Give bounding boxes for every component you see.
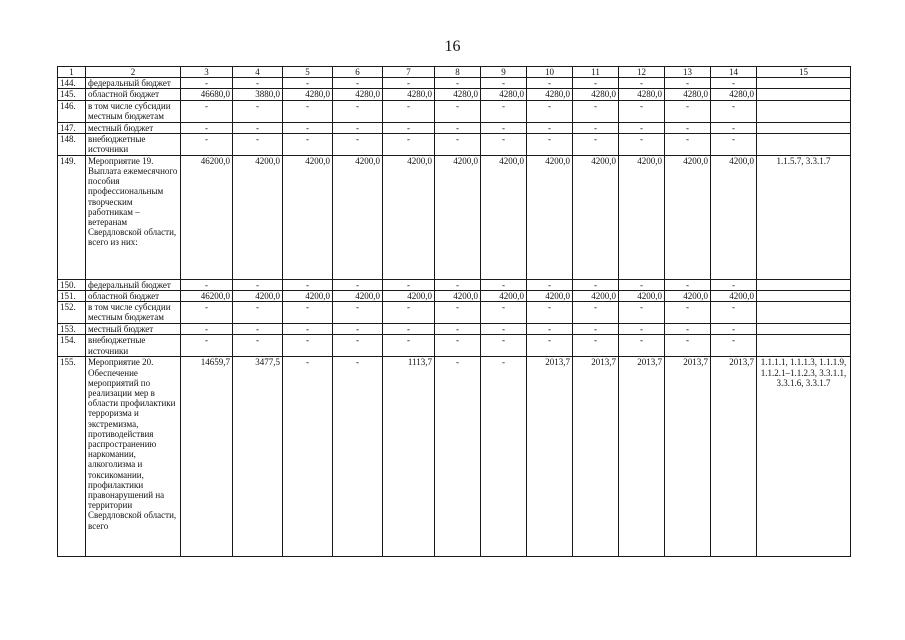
value-cell: - xyxy=(181,324,233,335)
value-cell: 4200,0 xyxy=(233,155,283,279)
value-cell: - xyxy=(383,100,435,122)
value-cell: - xyxy=(665,100,711,122)
column-header: 6 xyxy=(333,67,383,78)
value-cell: - xyxy=(233,133,283,155)
value-cell: - xyxy=(383,335,435,357)
column-header: 12 xyxy=(619,67,665,78)
value-cell: 3880,0 xyxy=(233,89,283,100)
table-row xyxy=(58,100,851,122)
value-cell: 46680,0 xyxy=(181,89,233,100)
value-cell: - xyxy=(383,122,435,133)
row-number: 146. xyxy=(58,100,86,122)
value-cell: - xyxy=(481,133,527,155)
table-row xyxy=(58,302,851,324)
value-cell: - xyxy=(233,122,283,133)
value-cell: 4280,0 xyxy=(665,89,711,100)
value-cell: - xyxy=(181,100,233,122)
value-cell: - xyxy=(665,122,711,133)
value-cell: - xyxy=(573,78,619,89)
value-cell: - xyxy=(283,335,333,357)
row-number: 152. xyxy=(58,302,86,324)
value-cell: 4200,0 xyxy=(665,155,711,279)
value-cell: - xyxy=(283,357,333,557)
value-cell: - xyxy=(711,335,757,357)
value-cell: - xyxy=(527,324,573,335)
value-cell: - xyxy=(619,302,665,324)
value-cell: - xyxy=(435,100,481,122)
value-cell: 4200,0 xyxy=(233,291,283,302)
value-cell: 4200,0 xyxy=(383,291,435,302)
column-header: 2 xyxy=(86,67,181,78)
value-cell: - xyxy=(481,279,527,290)
value-cell: - xyxy=(573,302,619,324)
row-description: Мероприятие 20. Обеспечение мероприятий по реализации мер в области профилактики терроризма и экстремизма, противодействия распространению наркомании, алкоголизма и токсикомании, профилактики правонарушений на территории Свердловской области, всего xyxy=(86,357,181,557)
value-cell: 2013,7 xyxy=(573,357,619,557)
value-cell: 4200,0 xyxy=(435,155,481,279)
value-cell: - xyxy=(573,335,619,357)
value-cell: - xyxy=(333,122,383,133)
value-cell: - xyxy=(435,335,481,357)
table-row xyxy=(58,155,851,279)
value-cell: - xyxy=(665,279,711,290)
value-cell: 4280,0 xyxy=(435,89,481,100)
table-body xyxy=(58,67,851,557)
value-cell: 4200,0 xyxy=(333,155,383,279)
value-cell: - xyxy=(333,133,383,155)
value-cell: - xyxy=(481,122,527,133)
value-cell: - xyxy=(383,324,435,335)
value-cell: 4280,0 xyxy=(383,89,435,100)
value-cell: - xyxy=(181,78,233,89)
value-cell: - xyxy=(333,357,383,557)
column-header: 14 xyxy=(711,67,757,78)
value-cell: - xyxy=(435,324,481,335)
budget-table xyxy=(57,66,851,557)
target-indicators xyxy=(757,89,851,100)
value-cell: - xyxy=(435,279,481,290)
value-cell: 2013,7 xyxy=(665,357,711,557)
value-cell: - xyxy=(233,100,283,122)
value-cell: - xyxy=(233,279,283,290)
value-cell: - xyxy=(711,78,757,89)
value-cell: - xyxy=(383,78,435,89)
column-header: 9 xyxy=(481,67,527,78)
value-cell: - xyxy=(619,324,665,335)
value-cell: 4200,0 xyxy=(711,291,757,302)
value-cell: 4200,0 xyxy=(619,155,665,279)
column-header: 13 xyxy=(665,67,711,78)
value-cell: - xyxy=(481,335,527,357)
table-row xyxy=(58,89,851,100)
value-cell: 4200,0 xyxy=(283,291,333,302)
value-cell: - xyxy=(527,100,573,122)
row-description: федеральный бюджет xyxy=(86,279,181,290)
value-cell: - xyxy=(573,133,619,155)
value-cell: - xyxy=(481,78,527,89)
value-cell: - xyxy=(333,324,383,335)
column-header-row xyxy=(58,67,851,78)
value-cell: 4200,0 xyxy=(619,291,665,302)
column-header: 7 xyxy=(383,67,435,78)
row-number: 144. xyxy=(58,78,86,89)
column-header: 3 xyxy=(181,67,233,78)
value-cell: - xyxy=(333,78,383,89)
value-cell: - xyxy=(283,324,333,335)
value-cell: - xyxy=(573,122,619,133)
value-cell: - xyxy=(333,279,383,290)
value-cell: - xyxy=(233,302,283,324)
row-description: местный бюджет xyxy=(86,122,181,133)
target-indicators xyxy=(757,291,851,302)
value-cell: - xyxy=(573,324,619,335)
row-number: 147. xyxy=(58,122,86,133)
value-cell: - xyxy=(383,133,435,155)
target-indicators: 1.1.1.1, 1.1.1.3, 1.1.1.9, 1.1.2.1–1.1.2.3, 3.3.1.1, 3.3.1.6, 3.3.1.7 xyxy=(757,357,851,557)
value-cell: - xyxy=(283,100,333,122)
column-header: 8 xyxy=(435,67,481,78)
value-cell: - xyxy=(233,78,283,89)
value-cell: - xyxy=(435,302,481,324)
value-cell: - xyxy=(527,78,573,89)
value-cell: 4280,0 xyxy=(527,89,573,100)
row-description: областной бюджет xyxy=(86,89,181,100)
column-header: 5 xyxy=(283,67,333,78)
value-cell: 2013,7 xyxy=(527,357,573,557)
row-description: внебюджетные источники xyxy=(86,133,181,155)
column-header: 1 xyxy=(58,67,86,78)
column-header: 15 xyxy=(757,67,851,78)
value-cell: - xyxy=(711,100,757,122)
target-indicators xyxy=(757,302,851,324)
value-cell: - xyxy=(283,133,333,155)
value-cell: - xyxy=(181,133,233,155)
value-cell: - xyxy=(181,122,233,133)
value-cell: 4280,0 xyxy=(711,89,757,100)
column-header: 4 xyxy=(233,67,283,78)
value-cell: 4200,0 xyxy=(435,291,481,302)
value-cell: - xyxy=(283,279,333,290)
row-description: в том числе субсидии местным бюджетам xyxy=(86,100,181,122)
value-cell: - xyxy=(527,335,573,357)
value-cell: - xyxy=(283,78,333,89)
value-cell: - xyxy=(233,324,283,335)
value-cell: 2013,7 xyxy=(619,357,665,557)
column-header: 11 xyxy=(573,67,619,78)
value-cell: - xyxy=(619,279,665,290)
value-cell: 46200,0 xyxy=(181,291,233,302)
value-cell: 4280,0 xyxy=(481,89,527,100)
value-cell: - xyxy=(619,78,665,89)
value-cell: - xyxy=(181,302,233,324)
value-cell: - xyxy=(435,78,481,89)
value-cell: - xyxy=(665,302,711,324)
value-cell: - xyxy=(481,357,527,557)
value-cell: 4200,0 xyxy=(573,291,619,302)
value-cell: - xyxy=(233,335,283,357)
value-cell: - xyxy=(283,122,333,133)
value-cell: - xyxy=(619,122,665,133)
value-cell: - xyxy=(573,100,619,122)
value-cell: - xyxy=(665,133,711,155)
value-cell: 2013,7 xyxy=(711,357,757,557)
target-indicators: 1.1.5.7, 3.3.1.7 xyxy=(757,155,851,279)
value-cell: - xyxy=(619,100,665,122)
value-cell: 4280,0 xyxy=(283,89,333,100)
row-description: федеральный бюджет xyxy=(86,78,181,89)
value-cell: - xyxy=(665,335,711,357)
table-row xyxy=(58,279,851,290)
target-indicators xyxy=(757,78,851,89)
target-indicators xyxy=(757,324,851,335)
value-cell: - xyxy=(481,302,527,324)
table-row xyxy=(58,133,851,155)
value-cell: 4280,0 xyxy=(619,89,665,100)
value-cell: 4280,0 xyxy=(333,89,383,100)
value-cell: - xyxy=(619,335,665,357)
value-cell: - xyxy=(181,279,233,290)
value-cell: - xyxy=(481,324,527,335)
row-number: 150. xyxy=(58,279,86,290)
value-cell: - xyxy=(573,279,619,290)
value-cell: - xyxy=(283,302,333,324)
value-cell: 4200,0 xyxy=(481,155,527,279)
row-number: 151. xyxy=(58,291,86,302)
value-cell: - xyxy=(435,122,481,133)
value-cell: - xyxy=(527,302,573,324)
value-cell: 4200,0 xyxy=(527,291,573,302)
column-header: 10 xyxy=(527,67,573,78)
value-cell: - xyxy=(527,122,573,133)
value-cell: - xyxy=(383,302,435,324)
value-cell: - xyxy=(333,302,383,324)
value-cell: 4200,0 xyxy=(333,291,383,302)
table-row xyxy=(58,78,851,89)
value-cell: - xyxy=(665,78,711,89)
target-indicators xyxy=(757,100,851,122)
value-cell: - xyxy=(711,279,757,290)
value-cell: - xyxy=(527,279,573,290)
value-cell: - xyxy=(481,100,527,122)
value-cell: 1113,7 xyxy=(383,357,435,557)
value-cell: - xyxy=(711,122,757,133)
table-row xyxy=(58,291,851,302)
value-cell: 4200,0 xyxy=(711,155,757,279)
row-number: 145. xyxy=(58,89,86,100)
target-indicators xyxy=(757,133,851,155)
table-row xyxy=(58,122,851,133)
value-cell: - xyxy=(181,335,233,357)
value-cell: - xyxy=(665,324,711,335)
value-cell: - xyxy=(711,133,757,155)
value-cell: - xyxy=(383,279,435,290)
value-cell: 14659,7 xyxy=(181,357,233,557)
value-cell: 4200,0 xyxy=(527,155,573,279)
page-number: 16 xyxy=(444,38,461,55)
row-description: в том числе субсидии местным бюджетам xyxy=(86,302,181,324)
value-cell: 3477,5 xyxy=(233,357,283,557)
value-cell: - xyxy=(711,302,757,324)
row-description: местный бюджет xyxy=(86,324,181,335)
value-cell: 4280,0 xyxy=(573,89,619,100)
table-row xyxy=(58,335,851,357)
value-cell: - xyxy=(333,100,383,122)
row-description: внебюджетные источники xyxy=(86,335,181,357)
value-cell: - xyxy=(711,324,757,335)
row-number: 148. xyxy=(58,133,86,155)
target-indicators xyxy=(757,335,851,357)
value-cell: - xyxy=(619,133,665,155)
value-cell: - xyxy=(333,335,383,357)
value-cell: 4200,0 xyxy=(481,291,527,302)
value-cell: - xyxy=(435,357,481,557)
value-cell: 4200,0 xyxy=(383,155,435,279)
table-row xyxy=(58,324,851,335)
row-number: 155. xyxy=(58,357,86,557)
target-indicators xyxy=(757,122,851,133)
row-description: областной бюджет xyxy=(86,291,181,302)
target-indicators xyxy=(757,279,851,290)
row-number: 153. xyxy=(58,324,86,335)
row-description: Мероприятие 19. Выплата ежемесячного пособия профессиональным творческим работникам – ветеранам Свердловской области, всего из них: xyxy=(86,155,181,279)
row-number: 149. xyxy=(58,155,86,279)
table-row xyxy=(58,357,851,557)
row-number: 154. xyxy=(58,335,86,357)
value-cell: 4200,0 xyxy=(573,155,619,279)
value-cell: - xyxy=(435,133,481,155)
value-cell: 46200,0 xyxy=(181,155,233,279)
value-cell: - xyxy=(527,133,573,155)
value-cell: 4200,0 xyxy=(283,155,333,279)
value-cell: 4200,0 xyxy=(665,291,711,302)
